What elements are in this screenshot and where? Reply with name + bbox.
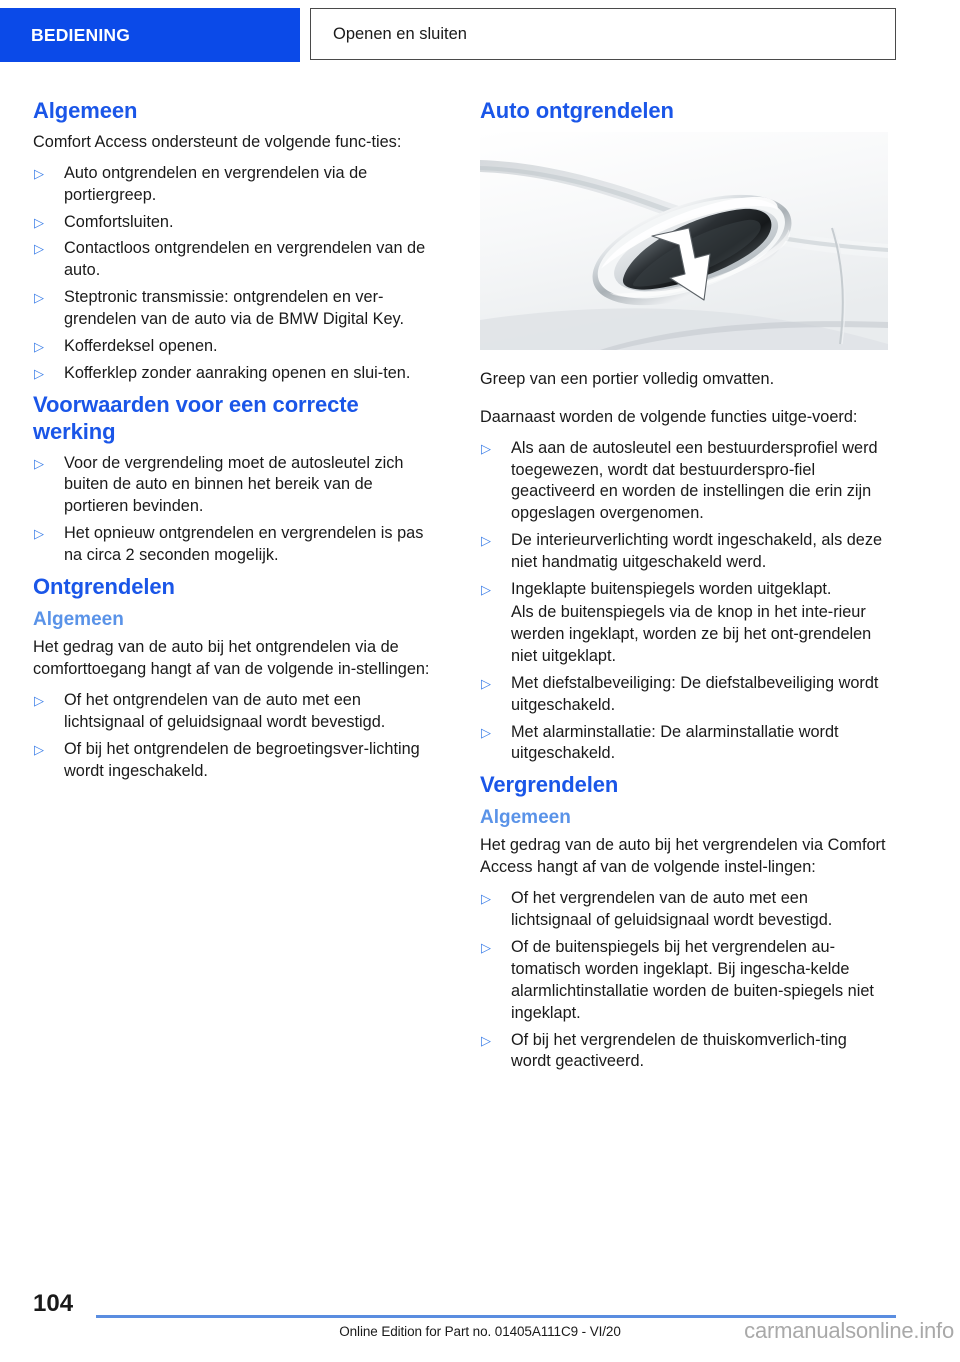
header-chapter-label: BEDIENING (31, 24, 131, 45)
list-item (480, 673, 888, 717)
triangle-bullet-icon: ▷ (481, 675, 491, 691)
header-section-label: Openen en sluiten (333, 24, 467, 43)
list-item-label: Met alarminstallatie: De alarminstallatie wordt uitgeschakeld. (511, 722, 839, 763)
triangle-bullet-icon: ▷ (34, 692, 44, 708)
triangle-bullet-icon: ▷ (481, 939, 491, 955)
triangle-bullet-icon: ▷ (34, 339, 44, 355)
list-item (33, 238, 441, 282)
list-item-label: Contactloos ontgrendelen en vergrendelen van de auto. (64, 239, 426, 280)
list-item-label: Kofferdeksel openen. (64, 337, 218, 356)
subheading-algemeen-left: Algemeen (33, 608, 124, 630)
list-vergrendelen-settings (480, 888, 888, 1073)
left-column (33, 98, 441, 790)
site-watermark: carmanualsonline.info (744, 1318, 954, 1343)
page-header (0, 8, 960, 62)
triangle-bullet-icon: ▷ (34, 214, 44, 230)
subheading-algemeen-right: Algemeen (480, 807, 571, 829)
triangle-bullet-icon: ▷ (481, 582, 491, 598)
figure-caption: Greep van een portier volledig omvatten. (480, 369, 775, 388)
heading-ontgrendelen: Ontgrendelen (33, 574, 175, 600)
list-item (33, 690, 441, 734)
list-voorwaarden (33, 453, 441, 568)
list-item (480, 438, 888, 526)
heading-vergrendelen: Vergrendelen (480, 772, 619, 798)
list-item-label: Kofferklep zonder aanraking openen en slui-ten. (64, 363, 411, 382)
triangle-bullet-icon: ▷ (481, 440, 491, 456)
list-item (33, 363, 441, 385)
list-item (33, 453, 441, 519)
list-item-label: Als aan de autosleutel een bestuurdersprofiel werd toegewezen, wordt dat bestuurderspro-fiel geactiveerd en worden de instellingen die erin zijn opgeslagen overgenomen. (511, 438, 878, 523)
triangle-bullet-icon: ▷ (481, 1032, 491, 1048)
list-item (33, 336, 441, 358)
list-item-label: Of de buitenspiegels bij het vergrendelen au-tomatisch worden ingeklapt. Bij ingescha-kelde alarmlichtinstallatie worden de buiten-spiegels niet ingeklapt. (511, 937, 874, 1022)
paragraph-comfort-access-intro: Comfort Access ondersteunt de volgende func-ties: (33, 132, 402, 151)
list-item-label: Steptronic transmissie: ontgrendelen en ver-grendelen van de auto via de BMW Digital Key. (64, 288, 404, 329)
header-section-box (310, 8, 896, 60)
list-item (480, 888, 888, 932)
triangle-bullet-icon: ▷ (481, 891, 491, 907)
list-item-label: Voor de vergrendeling moet de autosleutel zich buiten de auto en binnen het bereik van de portieren bevinden. (64, 453, 404, 516)
list-item (480, 1030, 888, 1074)
list-item (33, 163, 441, 207)
list-item (480, 530, 888, 574)
right-column (480, 98, 888, 1080)
list-item-label: Auto ontgrendelen en vergrendelen via de portiergreep. (64, 163, 368, 204)
list-item-label: Comfortsluiten. (64, 212, 174, 231)
paragraph-daarnaast-intro: Daarnaast worden de volgende functies uitge-voerd: (480, 407, 858, 426)
heading-voorwaarden: Voorwaarden voor een correcte werking (33, 391, 359, 444)
list-item-label: Of het vergrendelen van de auto met een lichtsignaal of geluidsignaal wordt bevestigd. (511, 889, 833, 930)
triangle-bullet-icon: ▷ (34, 741, 44, 757)
list-item (33, 212, 441, 234)
list-comfort-access-functions (33, 163, 441, 385)
door-handle-svg (480, 132, 888, 350)
list-item-label: De interieurverlichting wordt ingeschakeld, als deze niet handmatig uitgeschakeld werd. (511, 531, 883, 572)
list-item-label: Met diefstalbeveiliging: De diefstalbeveiliging wordt uitgeschakeld. (511, 673, 879, 714)
footer-edition-note: Online Edition for Part no. 01405A111C9 - VI/20 (339, 1324, 621, 1339)
header-chapter-band (0, 8, 300, 62)
triangle-bullet-icon: ▷ (34, 365, 44, 381)
triangle-bullet-icon: ▷ (34, 165, 44, 181)
list-item (480, 937, 888, 1025)
list-item-extra-paragraph: Als de buitenspiegels via de knop in het inte-rieur werden ingeklapt, worden ze bij het ont-grendelen niet uitgeklapt. (511, 602, 872, 665)
page-number: 104 (33, 1290, 74, 1317)
list-item-label: Of bij het ontgrendelen de begroetingsver-lichting wordt ingeschakeld. (64, 739, 420, 780)
list-item-label: Of bij het vergrendelen de thuiskomverlich-ting wordt geactiveerd. (511, 1030, 847, 1071)
triangle-bullet-icon: ▷ (34, 241, 44, 257)
triangle-bullet-icon: ▷ (34, 526, 44, 542)
triangle-bullet-icon: ▷ (34, 455, 44, 471)
page-footer (0, 1288, 960, 1362)
list-item (33, 523, 441, 567)
list-item-label: Ingeklapte buitenspiegels worden uitgeklapt. (511, 580, 832, 599)
list-item (480, 722, 888, 766)
triangle-bullet-icon: ▷ (34, 290, 44, 306)
page-content (0, 98, 960, 1288)
list-item (33, 287, 441, 331)
heading-algemeen: Algemeen (33, 98, 138, 123)
heading-auto-ontgrendelen: Auto ontgrendelen (480, 98, 674, 123)
triangle-bullet-icon: ▷ (481, 533, 491, 549)
list-item-label: Of het ontgrendelen van de auto met een lichtsignaal of geluidsignaal wordt bevestigd. (64, 690, 386, 731)
list-ontgrendelen-settings (33, 690, 441, 783)
paragraph-vergrendelen-intro: Het gedrag van de auto bij het vergrendelen via Comfort Access hangt af van de volgende instel-lingen: (480, 836, 886, 877)
paragraph-ontgrendelen-intro: Het gedrag van de auto bij het ontgrendelen via de comforttoegang hangt af van de volgende in-stellingen: (33, 638, 430, 678)
list-item (33, 739, 441, 783)
car-door-handle-illustration (480, 132, 888, 350)
list-item-label: Het opnieuw ontgrendelen en vergrendelen is pas na circa 2 seconden mogelijk. (64, 524, 424, 565)
triangle-bullet-icon: ▷ (481, 724, 491, 740)
list-item (480, 579, 888, 668)
list-daarnaast-functions (480, 438, 888, 766)
